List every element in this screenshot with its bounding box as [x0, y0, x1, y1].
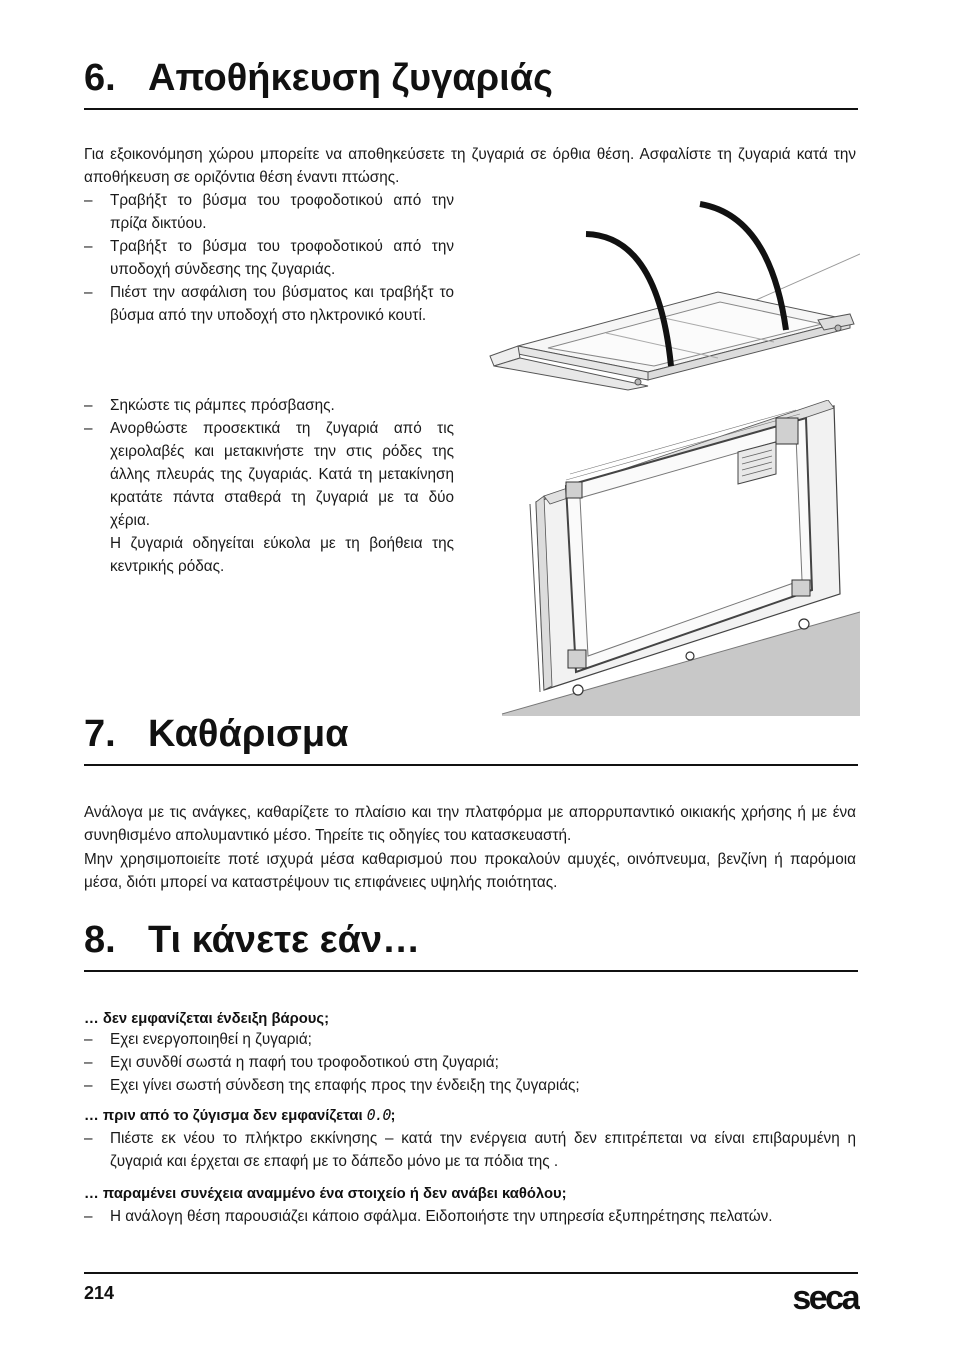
storage-steps-a [84, 189, 454, 327]
cleaning-paragraph-2: Μην χρησιμοποιείτε ποτέ ισχυρά μέσα καθαρισμού που προκαλούν αμυχές, οινόπνευμα, βενζίνη ή παρόμοια μέσα, διότι μπορεί να καταστρέψουν τις επιφάνειες υψηλής ποιότητας. [84, 851, 856, 891]
list-item: – Τραβήξτ το βύσμα του τροφοδοτικού από την πρίζα δικτύου. [84, 192, 454, 232]
section-number: 7. [84, 713, 116, 755]
section-title: Αποθήκευση ζυγαριάς [148, 57, 553, 99]
list-item: – Εχει ενεργοποιηθεί η ζυγαριά; [84, 1031, 312, 1048]
section-number: 6. [84, 57, 116, 99]
question-no-weight: … δεν εμφανίζεται ένδειξη βάρους; [84, 1011, 329, 1027]
section-8-heading [84, 918, 858, 972]
question-segment-fault: … παραμένει συνέχεια αναμμένο ένα στοιχείο ή δεν ανάβει καθόλου; [84, 1186, 567, 1202]
list-item: Η ζυγαριά οδηγείται εύκολα με τη βοήθεια της κεντρικής ρόδας. [110, 535, 454, 575]
answers-no-zero [84, 1127, 856, 1173]
answers-no-weight [84, 1028, 856, 1097]
storage-intro: Για εξοικονόμηση χώρου μπορείτε να αποθηκεύσετε τη ζυγαριά σε όρθια θέση. Ασφαλίστε τη ζυγαριά κατά την αποθήκευση σε οριζόντια θέση έναντι πτώσης. [84, 146, 856, 186]
question-no-zero: … πριν από το ζύγισμα δεν εμφανίζεται 0.0; [84, 1107, 396, 1124]
list-item: – Τραβήξτ το βύσμα του τροφοδοτικού από την υποδοχή σύνδεσης της ζυγαριάς. [84, 238, 454, 278]
cleaning-paragraph-1: Ανάλογα με τις ανάγκες, καθαρίζετε το πλαίσιο και την πλατφόρμα με απορρυπαντικό οικιακής χρήσης ή με ένα συνηθισμένο απολυμαντικό μέσο. Τηρείτε τις οδηγίες του κατασκευαστή. [84, 804, 856, 844]
section-title: Τι κάνετε εάν… [148, 919, 421, 961]
section-title: Καθάρισμα [148, 713, 349, 755]
section-number: 8. [84, 919, 116, 961]
list-item: – Η ανάλογη θέση παρουσιάζει κάποιο σφάλμα. Ειδοποιήστε την υπηρεσία εξυπηρέτησης πελατών. [84, 1208, 773, 1225]
zero-display-glyph: 0.0 [366, 1107, 391, 1124]
logo-text: seca [792, 1279, 858, 1316]
seca-logo [776, 1276, 860, 1316]
list-item: – Ανορθώστε προσεκτικά τη ζυγαριά από τις χειρολαβές και μετακινήστε την στις ρόδες της άλλης πλευράς της ζυγαριάς. Κατά τη μετακίνηση κρατάτε πάντα σταθερά τη ζυγαριά με τα δύο χέρια. [84, 420, 454, 529]
list-item: – Εχει γίνει σωστή σύνδεση της επαφής προς την ένδειξη της ζυγαριάς; [84, 1077, 580, 1094]
scale-ramps-figure [488, 196, 860, 392]
footer-divider [84, 1272, 858, 1274]
page-number: 214 [84, 1283, 115, 1303]
list-item: – Πιέστ την ασφάλιση του βύσματος και τραβήξτ το βύσμα από την υποδοχή στο ηλκτρονικό κουτί. [84, 284, 454, 324]
list-item: – Εχι συνδθί σωστά η παφή του τροφοδοτικού στη ζυγαριά; [84, 1054, 499, 1071]
upright-scale-figure [500, 400, 860, 716]
section-6-heading [84, 56, 858, 110]
answers-segment-fault [84, 1205, 856, 1228]
storage-steps-b [84, 394, 454, 578]
list-item: – Σηκώστε τις ράμπες πρόσβασης. [84, 397, 335, 414]
section-7-heading [84, 712, 858, 766]
list-item: – Πιέστε εκ νέου το πλήκτρο εκκίνησης – κατά την ενέργεια αυτή δεν επιτρέπεται να είναι επιβαρυμένη η ζυγαριά και έρχεται σε επαφή με το δάπεδο μόνο με τα πόδια της . [84, 1130, 856, 1170]
